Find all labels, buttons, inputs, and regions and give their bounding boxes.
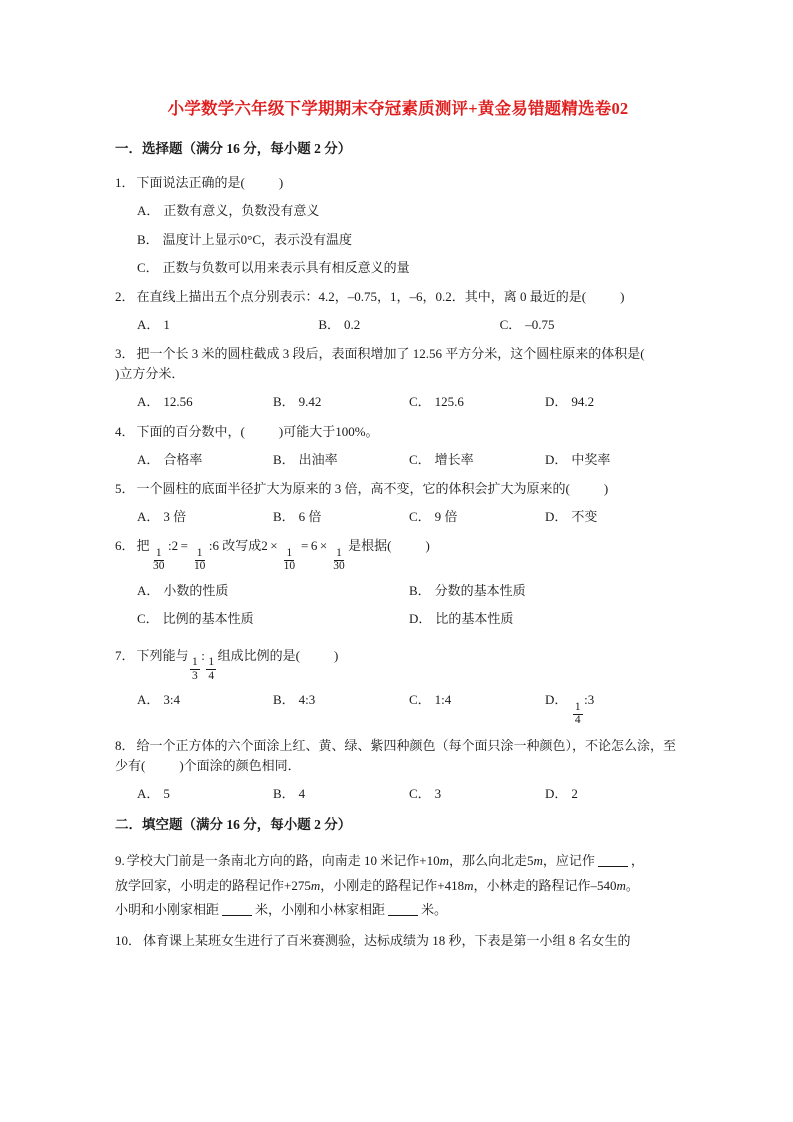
question-9-blank-1[interactable]: [598, 866, 628, 867]
option-5-A-text: 3 倍: [163, 509, 187, 525]
question-2-text: 在直线上描出五个点分别表示：4.2，–0.75，1，–6，0.2．其中，离 0 最近的是(: [136, 288, 587, 304]
option-7-D[interactable]: D． $\frac{1}{4}$ :3: [545, 692, 595, 727]
option-3-A[interactable]: [137, 392, 273, 412]
option-2-A-text: 1: [163, 317, 170, 333]
option-6-B-text: 分数的基本性质: [434, 582, 526, 598]
fraction-1-4: $\frac{1}{4}$: [208, 656, 215, 682]
option-2-A[interactable]: [137, 315, 318, 335]
section-heading-fill-blank: 二．填空题（满分 16 分，每小题 2 分）: [115, 816, 352, 832]
option-1-B-label: B．: [137, 231, 159, 247]
question-9-line2-d: 。: [625, 877, 639, 893]
question-8: [115, 736, 681, 804]
option-6-A[interactable]: [137, 581, 409, 601]
question-9-plus10: +10: [419, 852, 440, 868]
fraction-1-30: $\frac{1}{30}$: [153, 546, 165, 573]
option-8-D[interactable]: [545, 784, 681, 804]
option-7-A-label: A．: [137, 692, 160, 708]
option-4-D-text: 中奖率: [571, 451, 611, 467]
option-8-B-text: 4: [298, 785, 306, 801]
page-content: [115, 98, 681, 958]
fraction-1-10: $\frac{1}{10}$: [193, 546, 206, 573]
question-8-number: 8．: [115, 737, 135, 753]
question-10-text: 体育课上某班女生进行了百米赛测验，达标成绩为 18 秒，下表是第一小组 8 名女生的: [143, 932, 631, 948]
option-1-A-text: 正数有意义，负数没有意义: [163, 203, 320, 219]
option-5-C[interactable]: [409, 507, 545, 527]
question-5-options: [115, 507, 681, 527]
option-4-C-text: 增长率: [434, 451, 474, 467]
option-4-D-label: D．: [545, 451, 568, 467]
option-5-C-text: 9 倍: [434, 509, 458, 525]
option-4-B-label: B．: [273, 451, 295, 467]
option-2-C-label: C．: [499, 317, 522, 333]
option-4-D[interactable]: [545, 450, 681, 470]
option-5-A-label: A．: [137, 509, 160, 525]
option-7-C-label: C．: [409, 692, 431, 708]
option-1-C[interactable]: [137, 258, 681, 278]
fraction-1-4-option: $\frac{1}{4}$: [574, 700, 581, 727]
question-9-unit-m5: m: [616, 877, 626, 893]
question-3-options: [115, 392, 681, 412]
question-6-text: 把: [136, 538, 150, 554]
option-5-B-label: B．: [273, 509, 295, 525]
question-7-stem: 7． 下列能与 $\frac{1}{3}$ : $\frac{1}{4}$ 组成比例的是( ): [115, 647, 339, 682]
option-3-B-label: B．: [273, 394, 295, 410]
page-title: 小学数学六年级下学期期末夺冠素质测评+黄金易错题精选卷02: [167, 99, 629, 118]
question-1-number: 1．: [115, 175, 135, 191]
option-8-C-text: 3: [434, 785, 442, 801]
option-6-D-label: D．: [409, 610, 432, 626]
option-3-A-label: A．: [137, 394, 160, 410]
option-8-A[interactable]: [137, 784, 273, 804]
question-9-line-3: [115, 898, 681, 923]
option-8-B[interactable]: [273, 784, 409, 804]
question-10-number: 10．: [115, 932, 142, 948]
option-6-C[interactable]: [137, 609, 409, 629]
option-5-B[interactable]: [273, 507, 409, 527]
question-9-line1-b: ，那么向北走: [449, 852, 528, 868]
question-4-number: 4．: [115, 423, 135, 439]
option-1-A-label: A．: [137, 203, 160, 219]
option-7-B[interactable]: [273, 690, 409, 726]
question-6-stem: 6． 把 $\frac{1}{30}$ :2 = $\frac{1}{10}$ :6 改写成2 × $\frac{1}{10}$ = 6 × $\frac{1}{30}$ 是根据( ): [115, 538, 430, 573]
question-9-unit-m4: m: [464, 877, 474, 893]
option-6-C-label: C．: [137, 610, 159, 626]
option-4-C-label: C．: [409, 451, 431, 467]
option-7-C[interactable]: [409, 690, 545, 726]
question-7-options: [115, 690, 681, 726]
question-4: [115, 422, 681, 470]
option-6-C-text: 比例的基本性质: [162, 610, 254, 626]
option-2-B-text: 0.2: [343, 317, 361, 333]
fraction-1-30-b: $\frac{1}{30}$: [333, 546, 345, 573]
question-10: [115, 929, 681, 954]
question-9-line2-c: ，小林走的路程记作: [473, 877, 591, 893]
question-9-line1-d: ，: [630, 852, 644, 868]
option-6-B-label: B．: [409, 582, 431, 598]
option-7-A-text: 3:4: [163, 692, 181, 708]
question-7: [115, 646, 681, 727]
option-8-D-text: 2: [571, 785, 578, 801]
question-9-n540: –540: [590, 877, 617, 893]
option-8-B-label: B．: [273, 785, 295, 801]
question-6: [115, 536, 681, 637]
question-1: [115, 173, 681, 278]
option-4-A-text: 合格率: [163, 451, 203, 467]
option-4-B[interactable]: [273, 450, 409, 470]
option-3-C-text: 125.6: [434, 394, 464, 410]
section-heading-choice: 一．选择题（满分 16 分，每小题 2 分）: [115, 141, 352, 157]
question-9-line-1: [115, 849, 681, 874]
option-6-D-text: 比的基本性质: [435, 610, 514, 626]
question-3-number: 3．: [115, 346, 135, 362]
question-9-blank-2[interactable]: [222, 915, 252, 916]
option-6-D[interactable]: [409, 609, 681, 629]
option-1-C-text: 正数与负数可以用来表示具有相反意义的量: [162, 259, 410, 275]
question-10-line-1: [115, 929, 681, 954]
option-7-C-text: 1:4: [434, 692, 452, 708]
option-3-D-label: D．: [545, 394, 568, 410]
option-1-B-text: 温度计上显示0°C，表示没有温度: [162, 231, 353, 247]
option-5-D[interactable]: [545, 507, 681, 527]
question-9-line3-a: 小明和小刚家相距: [115, 902, 220, 918]
option-5-D-text: 不变: [571, 509, 598, 525]
option-5-D-label: D．: [545, 509, 568, 525]
question-5: [115, 479, 681, 527]
question-9-line2-b: ，小刚走的路程记作: [320, 877, 438, 893]
question-9-line2-a: 放学回家，小明走的路程记作: [115, 877, 285, 893]
option-1-A[interactable]: [137, 201, 681, 221]
question-4-text-end: )可能大于100%。: [278, 423, 379, 439]
option-3-D[interactable]: [545, 392, 681, 412]
option-3-B[interactable]: [273, 392, 409, 412]
question-8-options: [115, 784, 681, 804]
option-8-C[interactable]: [409, 784, 545, 804]
question-2: [115, 287, 681, 335]
question-9-blank-3[interactable]: [388, 915, 418, 916]
question-6-number: 6．: [115, 538, 135, 554]
option-2-C-text: –0.75: [525, 317, 555, 333]
question-9-line-2: [115, 874, 681, 899]
option-1-C-label: C．: [137, 259, 159, 275]
question-4-options: [115, 450, 681, 470]
option-8-C-label: C．: [409, 785, 431, 801]
option-7-B-label: B．: [273, 692, 295, 708]
fraction-1-3: $\frac{1}{3}$: [192, 656, 198, 682]
question-7-text: 下列能与: [136, 647, 189, 663]
option-7-B-text: 4:3: [298, 692, 316, 708]
option-5-B-text: 6 倍: [298, 509, 322, 525]
question-9-p275: +275: [284, 877, 311, 893]
option-6-B[interactable]: [409, 581, 681, 601]
fraction-1-10-b: $\frac{1}{10}$: [283, 546, 296, 573]
option-2-A-label: A．: [137, 317, 160, 333]
option-3-D-text: 94.2: [571, 394, 595, 410]
question-5-text: 一个圆柱的底面半径扩大为原来的 3 倍，高不变，它的体积会扩大为原来的(: [136, 480, 570, 496]
question-1-options-a: [115, 201, 681, 277]
option-3-C[interactable]: [409, 392, 545, 412]
question-6-options: [115, 581, 681, 637]
question-8-text: 给一个正方体的六个面涂上红、黄、绿、紫四种颜色（每个面只涂一种颜色），不论怎么涂，至少有(: [115, 737, 677, 773]
question-9-line1-a: 学校大门前是一条南北方向的路，向南走 10 米记作: [126, 852, 420, 868]
question-2-options: [115, 315, 681, 335]
question-4-stem: [115, 422, 681, 442]
question-1-stem: [115, 173, 681, 193]
question-3-text-end: )立方分米．: [115, 366, 185, 382]
option-2-C[interactable]: [500, 315, 681, 335]
question-5-text-end: ): [603, 480, 609, 496]
option-4-B-text: 出油率: [298, 451, 338, 467]
question-9-unit-m1: m: [439, 852, 449, 868]
option-5-C-label: C．: [409, 509, 431, 525]
question-2-text-end: ): [620, 288, 625, 304]
question-2-stem: [115, 287, 681, 307]
question-9-line3-c: 米。: [421, 902, 448, 918]
question-5-stem: [115, 479, 681, 499]
question-9-unit-m2: m: [533, 852, 543, 868]
question-3-text: 把一个长 3 米的圆柱截成 3 段后，表面积增加了 12.56 平方分米，这个圆柱原来的体积是(: [136, 346, 645, 362]
option-3-A-text: 12.56: [163, 394, 193, 410]
option-6-A-label: A．: [137, 582, 160, 598]
question-7-number: 7．: [115, 647, 135, 663]
option-6-A-text: 小数的性质: [163, 582, 229, 598]
option-2-B[interactable]: [318, 315, 499, 335]
question-9-p418: +418: [437, 877, 465, 893]
option-8-D-label: D．: [545, 785, 568, 801]
option-4-A[interactable]: [137, 450, 273, 470]
option-7-A[interactable]: [137, 690, 273, 726]
question-1-text-end: ): [278, 175, 284, 191]
option-1-B[interactable]: [137, 230, 681, 250]
option-2-B-label: B．: [318, 317, 340, 333]
question-3-stem: [115, 344, 681, 384]
question-9: [115, 849, 681, 923]
question-4-text: 下面的百分数中，(: [136, 423, 245, 439]
option-8-A-label: A．: [137, 785, 160, 801]
option-8-A-text: 5: [163, 785, 170, 801]
option-7-D-label: D．: [545, 692, 568, 708]
option-5-A[interactable]: [137, 507, 273, 527]
question-9-line1-c: ，应记作: [542, 852, 595, 868]
question-9-unit-m3: m: [310, 877, 321, 893]
option-3-C-label: C．: [409, 394, 431, 410]
question-9-number: 9.: [115, 852, 125, 868]
option-3-B-text: 9.42: [298, 394, 322, 410]
question-8-text-end: )个面涂的颜色相同．: [179, 757, 301, 773]
option-4-C[interactable]: [409, 450, 545, 470]
question-9-line3-b: 米，小刚和小林家相距: [255, 902, 386, 918]
question-2-number: 2．: [115, 288, 135, 304]
option-4-A-label: A．: [137, 451, 160, 467]
question-5-number: 5．: [115, 480, 135, 496]
question-9-5m: 5: [527, 852, 534, 868]
question-8-stem: [115, 736, 681, 776]
question-3: [115, 344, 681, 412]
question-1-text: 下面说法正确的是(: [136, 175, 245, 191]
